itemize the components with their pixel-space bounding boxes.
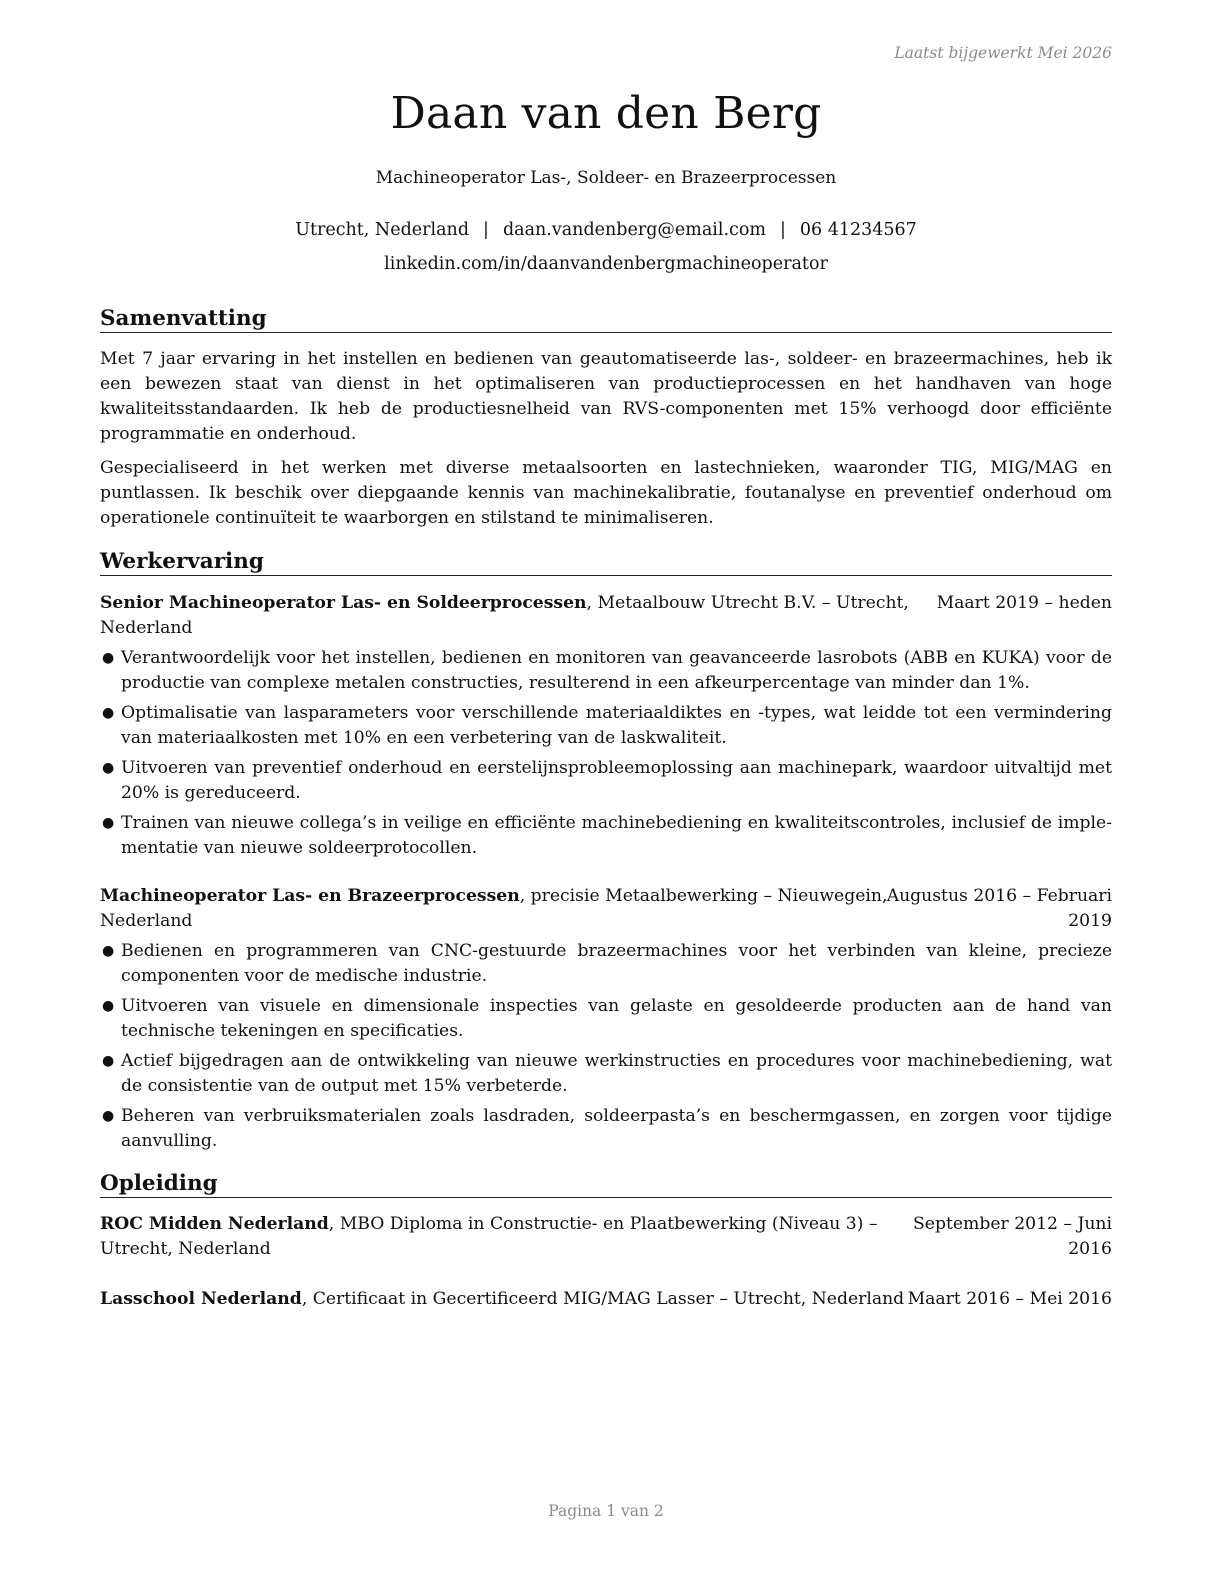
job-date: Maart 2019 – heden	[936, 593, 1112, 613]
education-date: September 2012 – Juni	[913, 1214, 1112, 1234]
job-date: Augustus 2016 – Februari	[886, 886, 1112, 906]
candidate-name: Daan van den Berg	[390, 88, 822, 139]
job-location: Nederland	[100, 618, 193, 638]
contact-separator: |	[483, 220, 489, 240]
section-title-experience: Werkervaring	[100, 548, 1112, 576]
job-org: , Metaalbouw Utrecht B.V. – Utrecht,	[586, 593, 909, 613]
page-number: Pagina 1 van 2	[548, 1502, 664, 1520]
bullet-icon: ●	[102, 705, 115, 721]
bullet-icon: ●	[102, 1108, 115, 1124]
job-org: , precisie Metaalbewerking – Nieuwegein,	[519, 886, 888, 906]
job-header	[100, 591, 1112, 638]
list-item: ● Verantwoordelijk voor het instellen, bedienen en monitoren van geavanceerde lasrobots (ABB en KUKA) voor de productie van complexe metalen constructies, resulterend in een afkeurpercentage van minder dan 1%.	[102, 648, 1112, 693]
linkedin-link[interactable]: linkedin.com/in/daanvandenbergmachineoperator	[384, 254, 828, 274]
list-item: ● Actief bijgedragen aan de ontwikkeling van nieuwe werkinstructies en procedures voor machinebediening, wat de consistentie van de output met 15% verbeterde.	[102, 1051, 1112, 1096]
job-date-cont: 2019	[1068, 911, 1112, 931]
education-school: Lasschool Nederland	[100, 1289, 302, 1309]
last-updated: Laatst bijgewerkt Mei 2026	[894, 44, 1112, 62]
job-bullet-list	[100, 646, 1112, 866]
contact-location: Utrecht, Nederland	[295, 220, 470, 240]
education-date-cont: 2016	[1068, 1239, 1112, 1259]
summary-paragraph: Met 7 jaar ervaring in het instellen en bedienen van geautomatiseerde las-, soldeer- en brazeermachines, heb ik een bewezen staat van dienst in het optimaliseren van productieprocessen en het handhaven van hoge kwaliteitsstandaarden. Ik heb de productiesnelheid van RVS-componenten met 15% verhoogd door efficiënte programmatie en onderhoud.	[100, 349, 1112, 444]
section-title-education: Opleiding	[100, 1170, 1112, 1198]
contact-email[interactable]: daan.vandenberg@email.com	[502, 220, 766, 240]
job-location: Nederland	[100, 911, 193, 931]
education-desc: , MBO Diploma in Constructie- en Plaatbewerking (Niveau 3) –	[328, 1214, 878, 1234]
contact-phone[interactable]: 06 41234567	[799, 220, 917, 240]
bullet-icon: ●	[102, 815, 115, 831]
list-item: ● Bedienen en programmeren van CNC-gestuurde brazeermachines voor het verbinden van kleine, precieze componenten voor de medische industrie.	[102, 941, 1112, 986]
education-date: Maart 2016 – Mei 2016	[907, 1289, 1112, 1309]
job-role: Machineoperator Las- en Brazeerprocessen	[100, 886, 520, 906]
list-item: ● Uitvoeren van visuele en dimensionale inspecties van gelaste en gesoldeerde producten aan de hand van technische tekeningen en specificaties.	[102, 996, 1112, 1041]
job-bullet-list	[100, 939, 1112, 1159]
bullet-icon: ●	[102, 760, 115, 776]
bullet-icon: ●	[102, 1053, 115, 1069]
education-school: ROC Midden Nederland	[100, 1214, 329, 1234]
job-role: Senior Machineoperator Las- en Soldeerprocessen	[100, 593, 587, 613]
education-item	[100, 1287, 1112, 1312]
list-item: ● Trainen van nieuwe collega’s in veilige en efficiënte machinebediening en kwaliteitscontroles, inclusief de implementatie van nieuwe soldeerprotocollen.	[102, 813, 1112, 858]
job-title: Machineoperator Las-, Soldeer- en Brazeerprocessen	[375, 168, 837, 188]
contact-separator: |	[779, 220, 786, 240]
education-desc: , Certificaat in Gecertificeerd MIG/MAG Lasser – Utrecht, Nederland	[301, 1289, 905, 1309]
contact-line	[100, 220, 1112, 240]
section-title-summary: Samenvatting	[100, 305, 1112, 333]
bullet-icon: ●	[102, 943, 115, 959]
education-item	[100, 1212, 1112, 1259]
list-item: ● Uitvoeren van preventief onderhoud en eerstelijnsprobleemoplossing aan machinepark, waardoor uitvaltijd met 20% is gereduceerd.	[102, 758, 1112, 803]
list-item: ● Optimalisatie van lasparameters voor verschillende materiaaldiktes en -types, wat leidde tot een vermindering van materiaalkosten met 10% en een verbetering van de laskwaliteit.	[102, 703, 1112, 748]
bullet-icon: ●	[102, 998, 115, 1014]
education-location: Utrecht, Nederland	[100, 1239, 271, 1259]
summary-paragraph: Gespecialiseerd in het werken met diverse metaalsoorten en lastechnieken, waaronder TIG, MIG/MAG en puntlassen. Ik beschik over diepgaande kennis van machinekalibratie, foutanalyse en preventief onderhoud om operationele continuïteit te waarborgen en stilstand te minimaliseren.	[100, 458, 1112, 528]
list-item: ● Beheren van verbruiksmaterialen zoals lasdraden, soldeerpasta’s en beschermgassen, en zorgen voor tijdige aanvulling.	[102, 1106, 1112, 1151]
bullet-icon: ●	[102, 650, 115, 666]
job-header	[100, 884, 1112, 931]
resume-page	[100, 0, 1112, 1584]
